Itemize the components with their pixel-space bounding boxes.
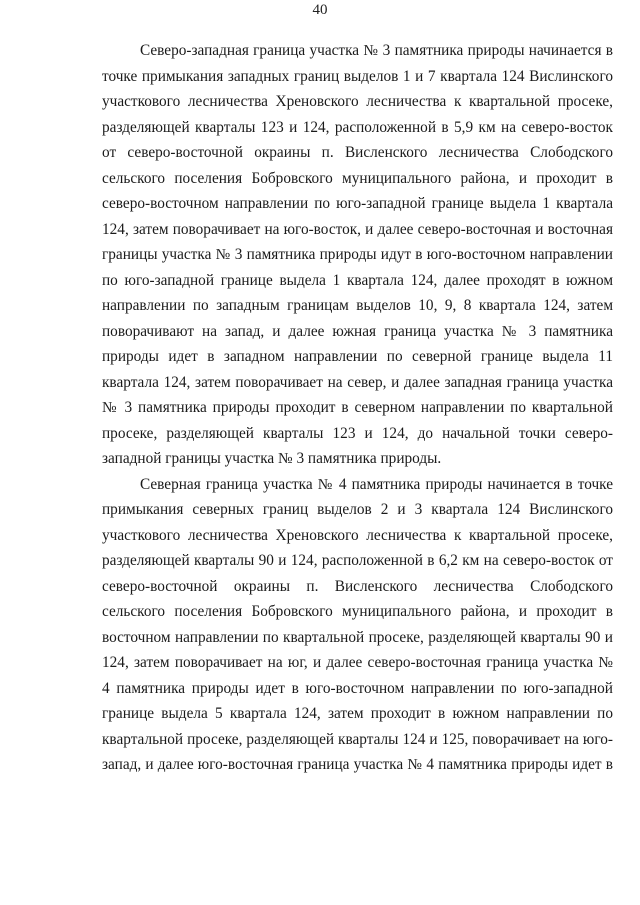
text-line: границы участка № 3 памятника природы идут в юго-восточном направлении <box>102 246 613 263</box>
text-line: № 3 памятника природы проходит в северном направлении по квартальной <box>102 399 613 416</box>
text-line: просеке, разделяющей кварталы 123 и 124, до начальной точки северо- <box>102 424 613 442</box>
text-line: 124, затем поворачивает на юг, и далее северо-восточная граница участка № <box>102 654 613 671</box>
text-line: сельского поселения Бобровского муниципального района, и проходит в <box>102 169 613 187</box>
paragraph-2 <box>102 472 613 778</box>
text-line: сельского поселения Бобровского муниципального района, и проходит в <box>102 603 613 620</box>
text-line: северо-восточной окраины п. Висленского лесничества Слободского <box>102 577 613 595</box>
text-line: по юго-западной границе выдела 1 квартала 124, далее проходят в южном <box>102 271 613 289</box>
text-line: участкового лесничества Хреновского лесничества к квартальной просеке, <box>102 526 613 544</box>
text-line: природы идет в западном направлении по северной границе выдела 11 <box>102 348 613 365</box>
text-line: границе выдела 5 квартала 124, затем проходит в южном направлении по <box>102 705 613 722</box>
document-body <box>102 38 613 778</box>
text-line: от северо-восточной окраины п. Висленского лесничества Слободского <box>102 144 613 161</box>
text-line: примыкания северных границ выделов 2 и 3 квартала 124 Вислинского <box>102 501 613 518</box>
text-line: квартальной просеке, разделяющей кварталы 124 и 125, поворачивает на юго- <box>102 730 613 748</box>
text-line: северо-восточном направлении по юго-западной границе выдела 1 квартала <box>102 195 613 212</box>
text-line: участкового лесничества Хреновского лесничества к квартальной просеке, <box>102 93 613 110</box>
text-line: 4 памятника природы идет в юго-восточном направлении по юго-западной <box>102 679 613 697</box>
page-number: 40 <box>312 2 328 18</box>
text-line: восточном направлении по квартальной просеке, разделяющей кварталы 90 и <box>102 628 613 646</box>
text-line: поворачивают на запад, и далее южная граница участка № 3 памятника <box>102 322 613 340</box>
text-line: разделяющей кварталы 123 и 124, расположенной в 5,9 км на северо-восток <box>102 118 613 136</box>
text-line: Северная граница участка № 4 памятника природы начинается в точке <box>140 475 613 493</box>
text-line: запад, и далее юго-восточная граница участка № 4 памятника природы идет в <box>102 756 613 773</box>
text-line: западной границы участка № 3 памятника природы. <box>102 450 442 467</box>
text-line: точке примыкания западных границ выделов 1 и 7 квартала 124 Вислинского <box>102 67 613 85</box>
text-line: направлении по западным границам выделов 10, 9, 8 квартала 124, затем <box>102 297 613 314</box>
text-line: разделяющей кварталы 90 и 124, расположенной в 6,2 км на северо-восток от <box>102 552 613 569</box>
paragraph-1 <box>102 38 613 472</box>
text-line: Северо-западная граница участка № 3 памятника природы начинается в <box>140 42 613 59</box>
text-line: квартала 124, затем поворачивает на север, и далее западная граница участка <box>102 373 613 391</box>
text-line: 124, затем поворачивает на юго-восток, и далее северо-восточная и восточная <box>102 220 613 238</box>
